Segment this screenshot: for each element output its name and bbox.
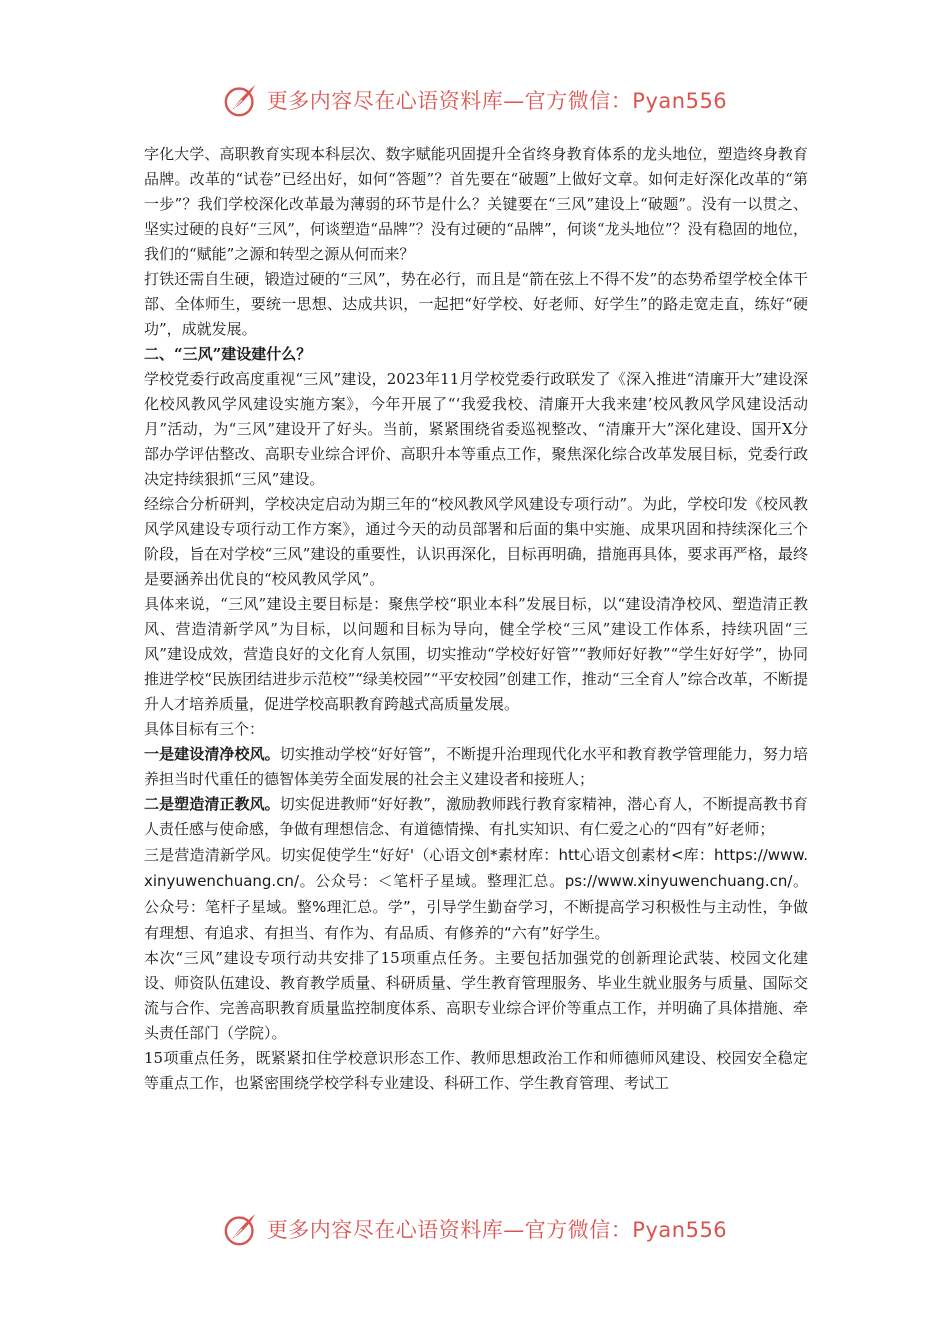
paragraph: 字化大学、高职教育实现本科层次、数字赋能巩固提升全省终身教育体系的龙头地位，塑造终身教育品牌。改革的“试卷”已经出好，如何“答题”？首先要在“破题”上做好文章。如何走好深化改革的“第一步”？我们学校深化改革最为薄弱的环节是什么？关键要在“三风”建设上“破题”。没有一以贯之、坚实过硬的良好“三风”，何谈塑造“品牌”？没有过硬的“品牌”，何谈“龙头地位”？没有稳固的地位，我们的“赋能”之源和转型之源从何而来？ [144, 145, 808, 263]
paragraph: 经综合分析研判，学校决定启动为期三年的“校风教风学风建设专项行动”。为此，学校印发《校风教风学风建设专项行动工作方案》，通过今天的动员部署和后面的集中实施、成果巩固和持续深化三个阶段，旨在对学校“三风”建设的重要性，认识再深化，目标再明确，措施再具体，要求再严格，最终是要涵养出优良的“校风教风学风”。 [144, 495, 808, 588]
goal-lead: 二是塑造清正教风。 [144, 795, 280, 813]
quill-logo-icon [223, 1210, 261, 1248]
goal-text: 切实促进教师“好好教”，激励教师践行教育家精神，潜心育人，不断提高教书育人责任感与使命感，争做有理想信念、有道德情操、有扎实知识、有仁爱之心的“四有”好老师； [144, 795, 808, 838]
footer-banner [0, 1207, 950, 1251]
paragraph: 本次“三风”建设专项行动共安排了15项重点任务。主要包括加强党的创新理论武装、校园文化建设、师资队伍建设、教育教学质量、科研质量、学生教育管理服务、毕业生就业服务与质量、国际交流与合作、完善高职教育质量监控制度体系、高职专业综合评价等重点工作，并明确了具体措施、牵头责任部门（学院）。 [144, 949, 808, 1042]
banner-text: 更多内容尽在心语资料库—官方微信：Pyan556 [266, 89, 728, 113]
goal-item [144, 792, 808, 842]
section-heading: 二、“三风”建设建什么？ [144, 345, 312, 363]
goal-item [144, 842, 808, 946]
paragraph: 打铁还需自生硬，锻造过硬的“三风”，势在必行，而且是“箭在弦上不得不发”的态势希望学校全体干部、全体师生，要统一思想、达成共识，一起把“好学校、好老师、好学生”的路走宽走直，练好“硬功”，成就发展。 [144, 270, 808, 338]
document-body [144, 142, 808, 1096]
goal-text: 切实推动学校“好好管”，不断提升治理现代化水平和教育教学管理能力，努力培养担当时代重任的德智体美劳全面发展的社会主义建设者和接班人； [144, 745, 808, 788]
quill-logo-icon [223, 81, 261, 119]
paragraph: 具体目标有三个： [144, 720, 265, 738]
banner-text: 更多内容尽在心语资料库—官方微信：Pyan556 [266, 1218, 728, 1242]
paragraph: 具体来说，“三风”建设主要目标是：聚焦学校“职业本科”发展目标，以“建设清净校风、塑造清正教风、营造清新学风”为目标，以问题和目标为导向，健全学校“三风”建设工作体系，持续巩固“三风”建设成效，营造良好的文化育人氛围，切实推动“学校好好管”“教师好好教”“学生好好学”，协同推进学校“民族团结进步示范校”“绿美校园”“平安校园”创建工作，推动“三全育人”综合改革，不断提升人才培养质量，促进学校高职教育跨越式高质量发展。 [144, 595, 808, 713]
goal-text: 三是营造清新学风。切实促使学生“好好'（心语文创*素材库：htt心语文创素材<库：https://www.xinyuwenchuang.cn/。公众号：＜笔杆子星域。整理汇总。ps://www.xinyuwenchuang.cn/。公众号：笔杆子星域。整%理汇总。学”，引导学生勤奋学习，不断提高学习积极性与主动性，争做有理想、有追求、有担当、有作为、有品质、有修养的“六有”好学生。 [144, 846, 808, 942]
paragraph: 学校党委行政高度重视“三风”建设，2023年11月学校党委行政联发了《深入推进“清廉开大”建设深化校风教风学风建设实施方案》，今年开展了“‘我爱我校、清廉开大我来建’校风教风学风建设活动月”活动，为“三风”建设开了好头。当前，紧紧围绕省委巡视整改、“清廉开大”深化建设、国开X分部办学评估整改、高职专业综合评价、高职升本等重点工作，聚焦深化综合改革发展目标，党委行政决定持续狠抓“三风”建设。 [144, 370, 808, 488]
goal-lead: 一是建设清净校风。 [144, 745, 280, 763]
paragraph: 15项重点任务，既紧紧扣住学校意识形态工作、教师思想政治工作和师德师风建设、校园安全稳定等重点工作，也紧密围绕学校学科专业建设、科研工作、学生教育管理、考试工 [144, 1049, 808, 1092]
header-banner [0, 78, 950, 122]
goal-item [144, 742, 808, 792]
